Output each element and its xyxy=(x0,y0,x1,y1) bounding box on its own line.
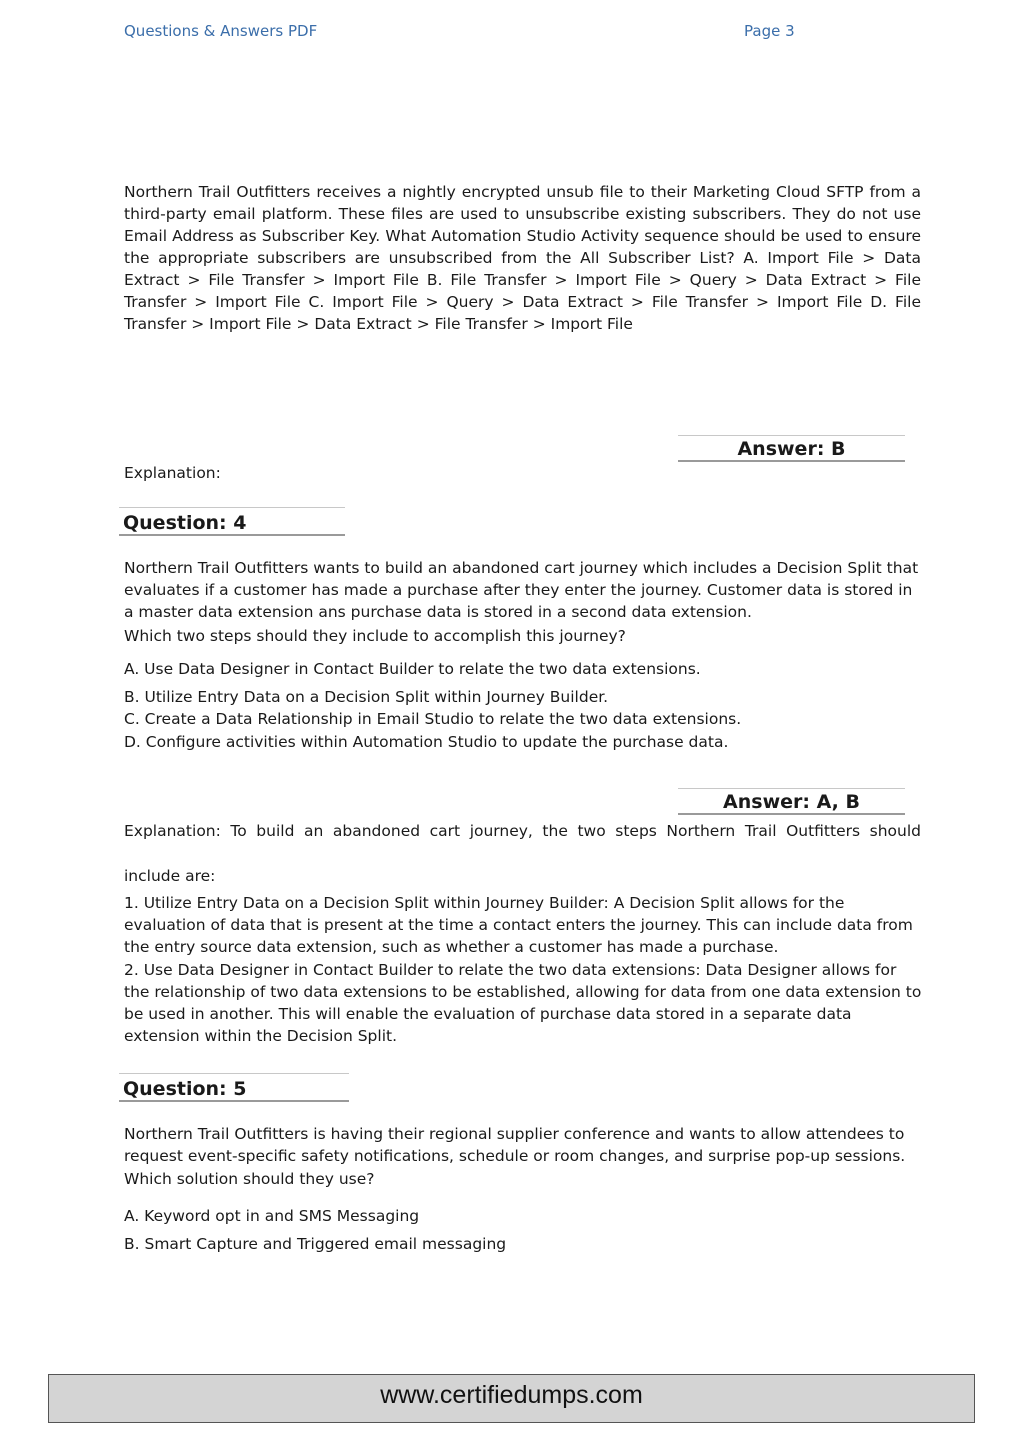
question-5-text: Northern Trail Outfitters is having their regional supplier conference and wants to allow attendees to request event-specific safety notifications, schedule or room changes, and surprise pop-up sessions. xyxy=(124,1125,906,1165)
question-3-explanation-label: Explanation: xyxy=(124,464,221,482)
question-4-option-c: C. Create a Data Relationship in Email Studio to relate the two data extensions. xyxy=(124,710,742,728)
question-4-explanation-point-1: 1. Utilize Entry Data on a Decision Split within Journey Builder: A Decision Split allows for the evaluation of data that is present at the time a contact enters the journey. This can include data from the entry source data extension, such as whether a customer has made a purchase. xyxy=(124,894,913,956)
question-4-heading: Question: 4 xyxy=(119,507,345,536)
footer-url: www.certifiedumps.com xyxy=(380,1381,643,1409)
question-4-explanation-point-2: 2. Use Data Designer in Contact Builder to relate the two data extensions: Data Designer allows for the relationship of two data extensions to be established, allowing for data from one data extension to be used in another. This will enable the evaluation of purchase data stored in a separate data extension within the Decision Split. xyxy=(124,961,922,1045)
question-4-option-a: A. Use Data Designer in Contact Builder to relate the two data extensions. xyxy=(124,660,701,678)
footer-banner xyxy=(48,1374,975,1423)
page-number: Page 3 xyxy=(744,22,795,40)
question-4-answer: Answer: A, B xyxy=(678,788,905,815)
question-5-option-b: B. Smart Capture and Triggered email messaging xyxy=(124,1235,507,1253)
question-5-prompt: Which solution should they use? xyxy=(124,1170,375,1188)
header-title: Questions & Answers PDF xyxy=(124,22,318,40)
question-3-answer: Answer: B xyxy=(678,435,905,462)
question-5-option-a: A. Keyword opt in and SMS Messaging xyxy=(124,1207,420,1225)
question-4-explanation-intro: Explanation: To build an abandoned cart journey, the two steps Northern Trail Outfitters should xyxy=(124,822,921,840)
question-4-text: Northern Trail Outfitters wants to build an abandoned cart journey which includes a Decision Split that evaluates if a customer has made a purchase after they enter the journey. Customer data is stored in a master data extension ans purchase data is stored in a second data extension. xyxy=(124,559,919,621)
question-4-option-d: D. Configure activities within Automation Studio to update the purchase data. xyxy=(124,733,729,751)
question-5-heading: Question: 5 xyxy=(119,1073,349,1102)
question-3-text: Northern Trail Outfitters receives a nightly encrypted unsub file to their Marketing Cloud SFTP from a third-party email platform. These files are used to unsubscribe existing subscribers. They do not use Email Address as Subscriber Key. What Automation Studio Activity sequence should be used to ensure the appropriate subscribers are unsubscribed from the All Subscriber List? A. Import File > Data Extract > File Transfer > Import File B. File Transfer > Import File > Query > Data Extract > File Transfer > Import File C. Import File > Query > Data Extract > File Transfer > Import File D. File Transfer > Import File > Data Extract > File Transfer > Import File xyxy=(124,183,921,333)
question-4-option-b: B. Utilize Entry Data on a Decision Split within Journey Builder. xyxy=(124,688,609,706)
question-4-explanation-cont: include are: xyxy=(124,867,216,885)
question-4-prompt: Which two steps should they include to accomplish this journey? xyxy=(124,627,626,645)
